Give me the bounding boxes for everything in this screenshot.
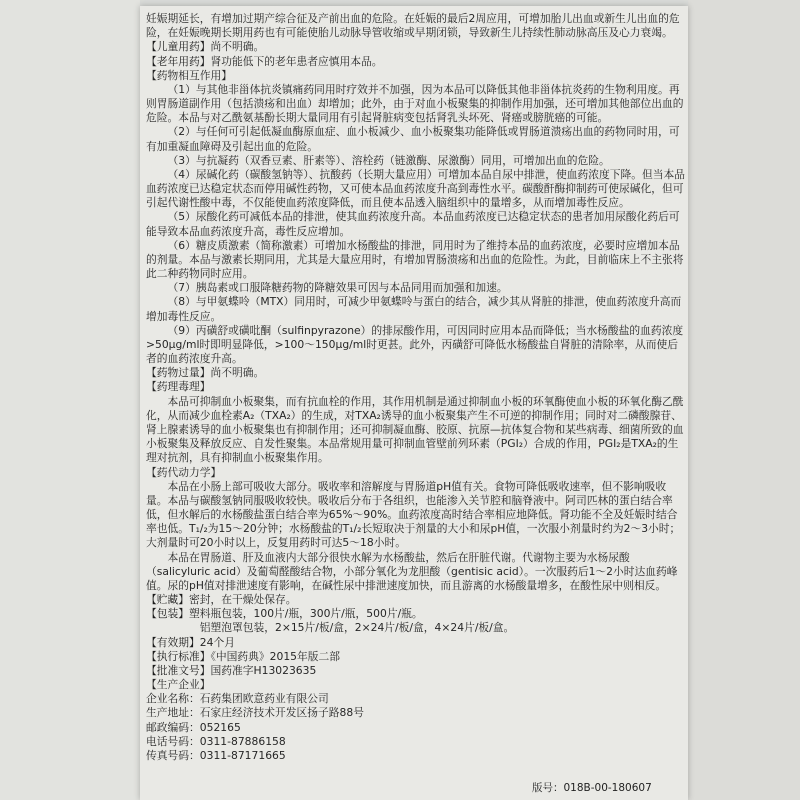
interaction-item-6: （6）糖皮质激素（简称激素）可增加水杨酸盐的排泄，同用时为了维持本品的血药浓度，必要时应增加本品的剂量。本品与激素长期同用，尤其是大量应用时，有增加胃肠溃疡和出血的危险性。为此，目前临床上不主张将此二种药物同时应用。 xyxy=(146,238,684,281)
interaction-item-4: （4）尿碱化药（碳酸氢钠等）、抗酸药（长期大量应用）可增加本品自尿中排泄，使血药浓度下降。但当本品血药浓度已达稳定状态而停用碱性药物，又可使本品血药浓度升高到毒性水平。碳酸酐酶抑制药可使尿碱化，但可引起代谢性酸中毒，不仅能使血药浓度降低，而且使本品透入脑组织中的量增多，从而增加毒性反应。 xyxy=(146,167,685,210)
interaction-item-2: （2）与任何可引起低凝血酶原血症、血小板减少、血小板聚集功能降低或胃肠道溃疡出血的药物同时用，可有加重凝血障碍及引起出血的危险。 xyxy=(146,125,680,153)
version-number: 版号：018B-00-180607 xyxy=(532,782,652,794)
background-surface-right xyxy=(688,0,800,800)
children-section xyxy=(146,40,686,54)
interactions-label: 【药物相互作用】 xyxy=(146,68,233,82)
validity-label: 【有效期】 xyxy=(146,635,200,649)
standard-label: 【执行标准】 xyxy=(146,649,211,663)
packaging-label: 【包装】 xyxy=(146,607,190,621)
validity-section xyxy=(146,636,686,650)
company-row xyxy=(146,692,686,706)
children-label: 【儿童用药】 xyxy=(146,40,211,54)
validity-text: 24个月 xyxy=(199,635,235,649)
phone-label: 电话号码： xyxy=(146,734,200,748)
address-value: 石家庄经济技术开发区扬子路88号 xyxy=(199,706,364,720)
address-label: 生产地址： xyxy=(146,706,200,720)
approval-text: 国药准字H13023635 xyxy=(210,663,317,677)
children-text: 尚不明确。 xyxy=(210,40,265,54)
postcode-value: 052165 xyxy=(199,720,241,734)
pharmacokinetics-label: 【药代动力学】 xyxy=(146,465,222,479)
approval-section xyxy=(146,664,686,678)
packaging-text: 塑料瓶包装，100片/瓶，300片/瓶，500片/瓶。 xyxy=(189,607,423,621)
elderly-label: 【老年用药】 xyxy=(146,54,211,68)
elderly-text: 肾功能低下的老年患者应慎用本品。 xyxy=(210,54,383,68)
interaction-item-1: （1）与其他非甾体抗炎镇痛药同用时疗效并不加强，因为本品可以降低其他非甾体抗炎药的生物利用度。再则胃肠道副作用（包括溃疡和出血）却增加；此外，由于对血小板聚集的抑制作用加强，还可增加其他部位出血的危险。本品与对乙酰氨基酚长期大量同用有引起肾脏病变包括肾乳头坏死、肾癌或膀胱癌的可能。 xyxy=(146,82,684,125)
interaction-item-8: （8）与甲氨蝶呤（MTX）同用时，可减少甲氨蝶呤与蛋白的结合，减少其从肾脏的排泄，使血药浓度升高而增加毒性反应。 xyxy=(146,295,682,323)
fax-row xyxy=(146,749,686,763)
pharmacology-text: 本品可抑制血小板聚集，而有抗血栓的作用，其作用机制是通过抑制血小板的环氧酶使血小板的环氧化酶乙酰化，从而减少血栓素A₂（TXA₂）的生成，对TXA₂诱导的血小板聚集产生不可逆的抑制作用；同时对二磷酸腺苷、肾上腺素诱导的血小板聚集也有抑制作用；还可抑制凝血酶、胶原、抗原—抗体复合物和某些病毒、细菌所致的血小板聚集及释放反应、自发性聚集。本品常规用量可抑制血管壁前列环素（PGI₂）合成的作用，PGI₂是TXA₂的生理对抗剂，具有抑制血小板聚集作用。 xyxy=(146,394,684,465)
standard-text: 《中国药典》2015年版二部 xyxy=(210,649,340,663)
storage-section xyxy=(146,593,686,607)
overdose-label: 【药物过量】 xyxy=(146,366,211,380)
overdose-section xyxy=(146,366,686,380)
address-row xyxy=(146,706,686,720)
phone-row xyxy=(146,735,686,749)
standard-section xyxy=(146,650,686,664)
postcode-label: 邮政编码： xyxy=(146,720,200,734)
pharmacokinetics-paragraph-1: 本品在小肠上部可吸收大部分。吸收率和溶解度与胃肠道pH值有关。食物可降低吸收速率，但不影响吸收量。本品与碳酸氢钠同服吸收较快。吸收后分布于各组织，也能渗入关节腔和脑脊液中。阿司匹林的蛋白结合率低，但水解后的水杨酸盐蛋白结合率为65%～90%。血药浓度高时结合率相应地降低。肾功能不全及妊娠时结合率也低。T₁/₂为15～20分钟；水杨酸盐的T₁/₂长短取决于剂量的大小和尿pH值，一次服小剂量时约为2～3小时；大剂量时可20小时以上，反复用药时可达5～18小时。 xyxy=(146,479,681,550)
packaging-section xyxy=(146,607,686,621)
interaction-item-9: （9）丙磺舒或磺吡酮（sulfinpyrazone）的排尿酸作用，可因同时应用本品而降低；当水杨酸盐的血药浓度>50μg/ml时即明显降低，>100～150μg/ml时更甚。此外，丙磺舒可降低水杨酸盐自肾脏的清除率，从而使后者的血药浓度升高。 xyxy=(146,323,684,366)
interaction-item-3: （3）与抗凝药（双香豆素、肝素等）、溶栓药（链激酶、尿激酶）同用，可增加出血的危险。 xyxy=(167,153,610,167)
company-name: 石药集团欧意药业有限公司 xyxy=(199,692,329,706)
manufacturer-label: 【生产企业】 xyxy=(146,678,211,692)
packaging-text-2: 铝塑泡罩包装，2×15片/板/盒，2×24片/板/盒，4×24片/板/盒。 xyxy=(199,621,515,635)
background-surface xyxy=(0,0,140,800)
leaflet-text xyxy=(146,12,686,763)
company-label: 企业名称： xyxy=(146,692,200,706)
postcode-row xyxy=(146,721,686,735)
fax-label: 传真号码： xyxy=(146,748,200,762)
storage-label: 【贮藏】 xyxy=(146,593,190,607)
pharmacology-label: 【药理毒理】 xyxy=(146,380,211,394)
overdose-text: 尚不明确。 xyxy=(210,366,265,380)
interaction-item-7: （7）胰岛素或口服降糖药物的降糖效果可因与本品同用而加强和加速。 xyxy=(167,281,508,295)
fax-value: 0311-87171665 xyxy=(199,748,286,762)
approval-label: 【批准文号】 xyxy=(146,663,211,677)
phone-value: 0311-87886158 xyxy=(199,734,286,748)
elderly-section xyxy=(146,55,686,69)
pharmacokinetics-paragraph-2: 本品在胃肠道、肝及血液内大部分很快水解为水杨酸盐，然后在肝脏代谢。代谢物主要为水杨尿酸（salicyluric acid）及葡萄醛酸结合物，小部分氧化为龙胆酸（gentisic acid）。一次服药后1～2小时达血药峰值。尿的pH值对排泄速度有影响，在碱性尿中排泄速度加快，而且游离的水杨酸量增多，在酸性尿中则相反。 xyxy=(146,550,678,592)
storage-text: 密封，在干燥处保存。 xyxy=(189,593,297,607)
intro-paragraph: 妊娠期延长，有增加过期产综合征及产前出血的危险。在妊娠的最后2周应用，可增加胎儿出血或新生儿出血的危险，在妊娠晚期长期用药也有可能使胎儿动脉导管收缩或早期闭锁，导致新生儿持续性肺动脉高压及心力衰竭。 xyxy=(146,12,680,40)
interaction-item-5: （5）尿酸化药可减低本品的排泄，使其血药浓度升高。本品血药浓度已达稳定状态的患者加用尿酸化药后可能导致本品血药浓度升高，毒性反应增加。 xyxy=(146,210,680,238)
